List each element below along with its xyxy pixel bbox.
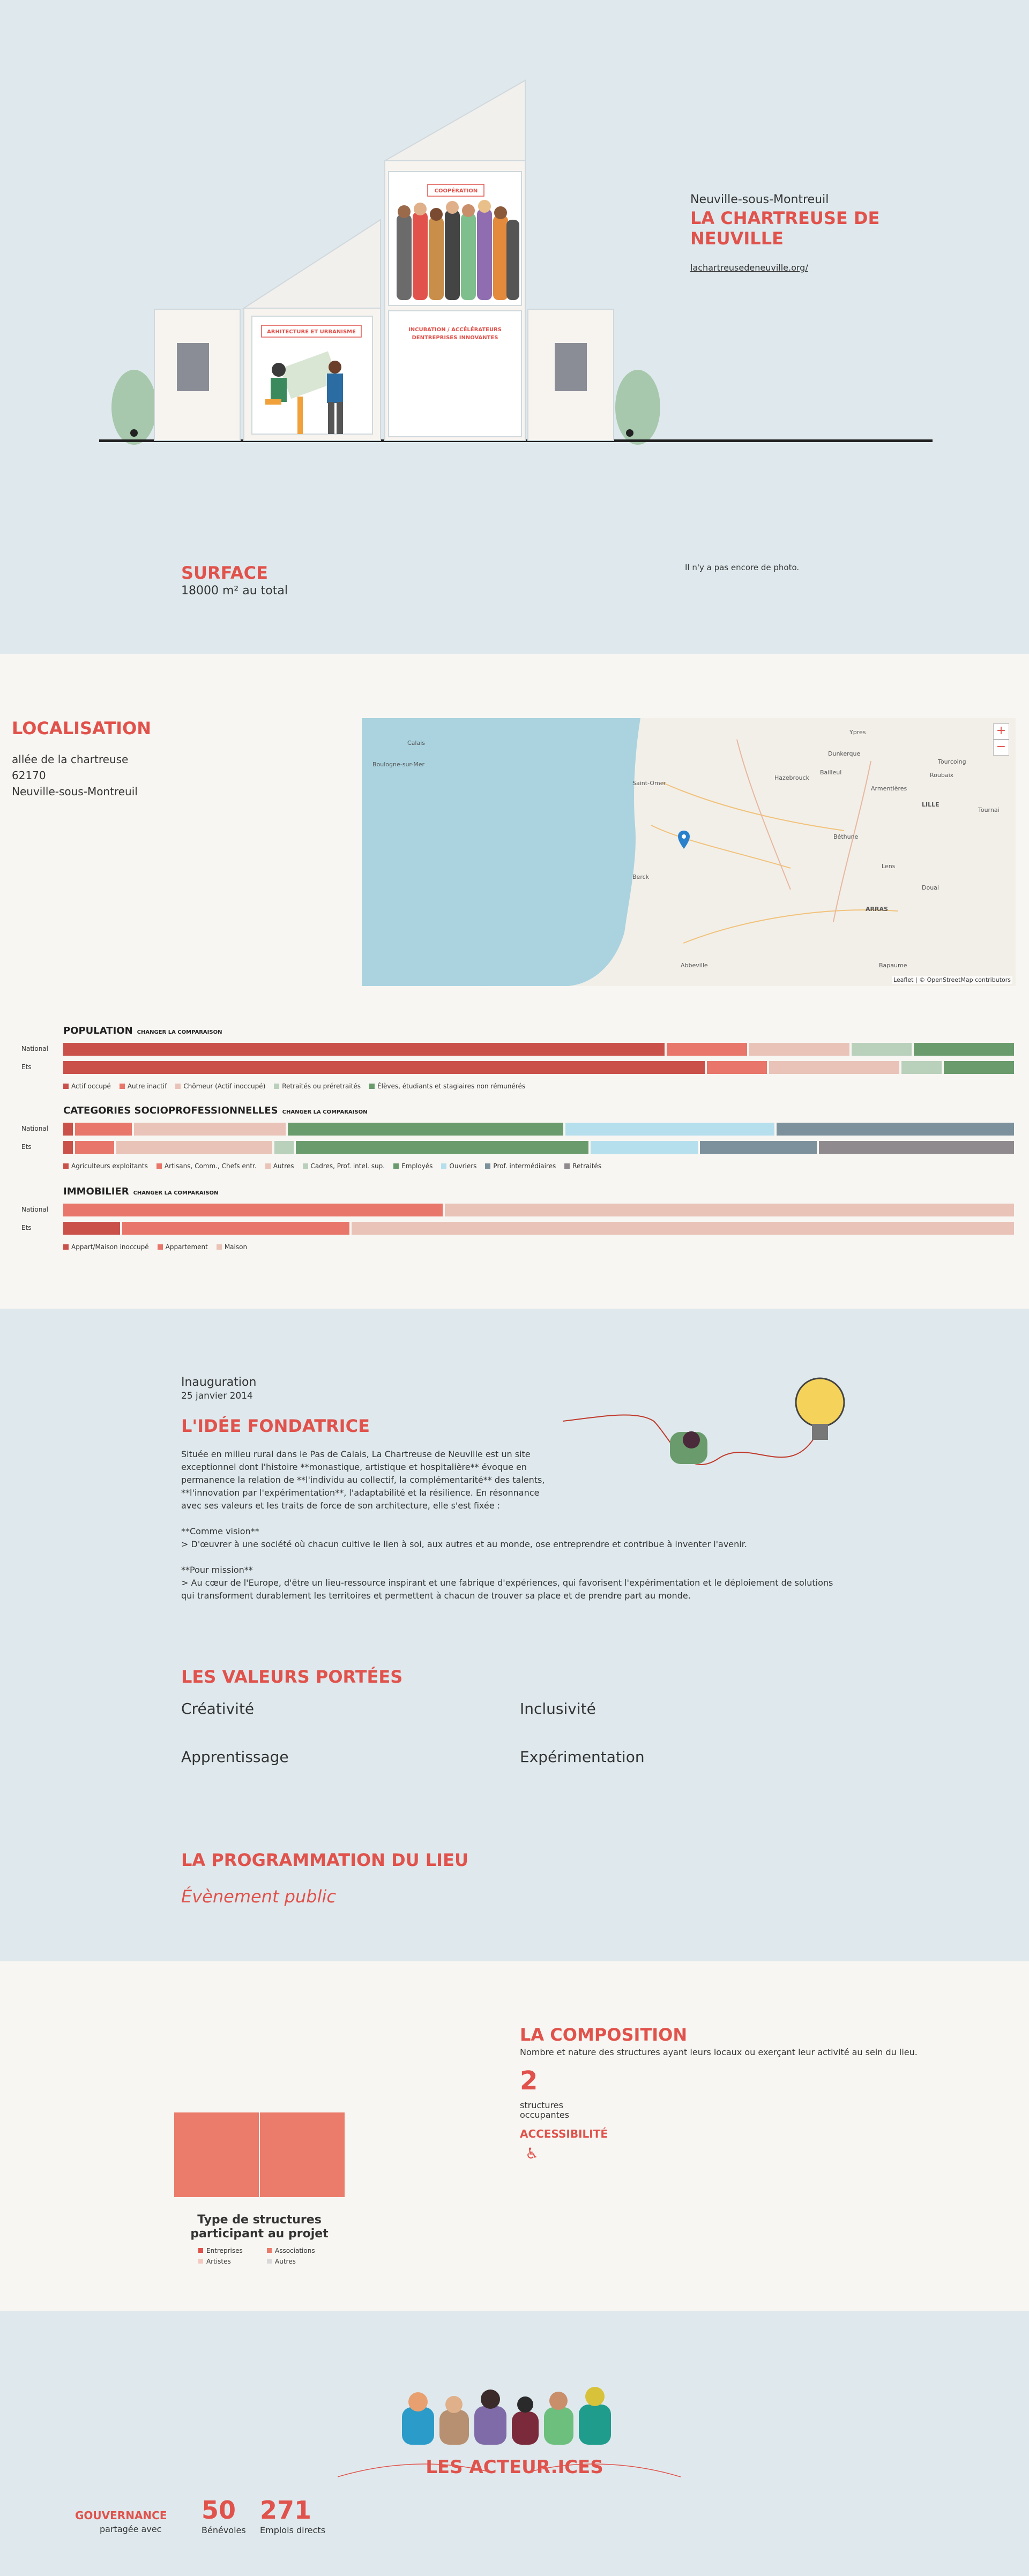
legend-label: Autres xyxy=(275,2258,296,2265)
bar-segment xyxy=(749,1043,849,1056)
values-heading: LES VALEURS PORTÉES xyxy=(181,1667,403,1687)
bar-segment xyxy=(288,1123,563,1136)
immobilier-local-bar xyxy=(63,1222,1016,1235)
map-city: Armentières xyxy=(871,785,907,792)
legend-item: Retraités ou préretraités xyxy=(274,1082,361,1090)
bar-segment xyxy=(565,1123,774,1136)
composition-subtitle: Nombre et nature des structures ayant leurs locaux ou exerçant leur activité au sein du lieu. xyxy=(520,2047,918,2057)
acteurs-section xyxy=(0,2311,1029,2576)
treemap-legend-item xyxy=(267,2258,296,2265)
treemap-legend-item xyxy=(267,2247,315,2254)
immobilier-national-bar xyxy=(63,1204,1016,1216)
bar-segment xyxy=(75,1141,114,1154)
map-city: Tourcoing xyxy=(938,758,966,765)
population-title-text: POPULATION xyxy=(63,1025,133,1036)
legend-item: Chômeur (Actif inoccupé) xyxy=(175,1082,265,1090)
map-city: Berck xyxy=(632,873,650,880)
surface-value: 18000 m² au total xyxy=(181,584,288,598)
row-label-local: Ets xyxy=(21,1143,32,1151)
value-item: Expérimentation xyxy=(520,1748,645,1766)
bar-segment xyxy=(667,1043,747,1056)
legend-item: Appartement xyxy=(158,1243,208,1251)
map-city: Saint-Omer xyxy=(632,780,667,787)
hero-section xyxy=(0,0,1029,654)
map[interactable] xyxy=(362,718,1016,986)
change-comparison-button[interactable]: CHANGER LA COMPARAISON xyxy=(133,1190,219,1196)
legend-item: Agriculteurs exploitants xyxy=(63,1162,148,1170)
sign-cooperation: COOPÉRATION xyxy=(434,188,478,194)
legend-item: Cadres, Prof. intel. sup. xyxy=(303,1162,385,1170)
map-city: Calais xyxy=(407,740,426,746)
address-city: Neuville-sous-Montreuil xyxy=(12,785,138,798)
treemap-title: Type de structures participant au projet xyxy=(190,2213,329,2241)
legend-item: Élèves, étudiants et stagiaires non rémunérés xyxy=(369,1082,525,1090)
bar-segment xyxy=(63,1204,443,1216)
composition-section xyxy=(0,1961,1029,2311)
bar-segment xyxy=(122,1222,349,1235)
legend-item: Appart/Maison inoccupé xyxy=(63,1243,149,1251)
legend-label: Artistes xyxy=(206,2258,231,2265)
gouvernance-heading: GOUVERNANCE xyxy=(75,2509,167,2522)
treemap-legend-item xyxy=(198,2258,231,2265)
row-label-local: Ets xyxy=(21,1063,32,1071)
legend-item: Prof. intermédiaires xyxy=(485,1162,556,1170)
bar-segment xyxy=(63,1123,73,1136)
bar-segment xyxy=(63,1141,73,1154)
treemap-cell xyxy=(259,2112,345,2197)
kpi-emplois-value: 271 xyxy=(260,2496,312,2525)
legend-item: Employés xyxy=(393,1162,433,1170)
wheelchair-icon: ♿ xyxy=(525,2145,539,2162)
bar-segment xyxy=(769,1061,899,1074)
idea-text: Située en milieu rural dans le Pas de Calais, La Chartreuse de Neuville est un site exceptionnel dont l'histoire **monastique, artistique et hospitalière** évoque en permanence la relation de **l'individu au collectif, la complémentarité** des talents, **l'innovation par l'expérimentation**, l'adaptabilité et la résilience. En résonnance avec ses valeurs et les traits de force de son architecture, elle s'est fixée : **Comme vision** > D'œuvrer à une société où chacun cultive le lien à soi, aux autres et au monde, ose entreprendre et contribue à inventer l'avenir. **Pour mission** > Au cœur de l'Europe, d'être un lieu-ressource inspirant et une fabrique d'expériences, qui favorisent l'expérimentation et le déploiement de solutions qui transforment durablement les territoires et permettent à chacun de trouver sa place et de prendre part au monde. xyxy=(181,1449,833,1601)
idee-section xyxy=(0,1309,1029,1961)
zoom-in-button[interactable]: + xyxy=(993,723,1009,740)
zoom-out-button[interactable]: − xyxy=(993,740,1009,756)
bar-segment xyxy=(707,1061,767,1074)
kpi-benevoles-value: 50 xyxy=(202,2496,236,2525)
population-local-bar xyxy=(63,1061,1016,1074)
bar-segment xyxy=(944,1061,1014,1074)
programmation-heading: LA PROGRAMMATION DU LIEU xyxy=(181,1850,468,1870)
svg-text:INCUBATION / ACCÉLÉRATEURS: INCUBATION / ACCÉLÉRATEURS xyxy=(408,327,502,333)
bar-segment xyxy=(63,1043,665,1056)
map-city: Béthune xyxy=(833,833,859,840)
bar-segment xyxy=(914,1043,1014,1056)
immobilier-title-text: IMMOBILIER xyxy=(63,1186,129,1197)
row-label-national: National xyxy=(21,1045,49,1052)
map-attribution[interactable]: Leaflet | © OpenStreetMap contributors xyxy=(892,976,1012,984)
website-link[interactable]: lachartreusedeneuville.org/ xyxy=(690,263,808,273)
csp-national-bar xyxy=(63,1123,1016,1136)
csp-local-bar xyxy=(63,1141,1016,1154)
change-comparison-button[interactable]: CHANGER LA COMPARAISON xyxy=(282,1109,368,1115)
legend-item: Ouvriers xyxy=(441,1162,476,1170)
lightbulb-illustration xyxy=(563,1373,863,1502)
bar-segment xyxy=(134,1123,286,1136)
bar-segment xyxy=(777,1123,1014,1136)
map-city: Hazebrouck xyxy=(774,774,809,781)
page-title: LA CHARTREUSE DE NEUVILLE xyxy=(690,208,880,249)
accessibility-heading: ACCESSIBILITÉ xyxy=(520,2127,608,2140)
value-item: Inclusivité xyxy=(520,1700,596,1718)
structures-count-label: structures occupantes xyxy=(520,2100,570,2120)
map-marker-icon[interactable] xyxy=(678,831,690,849)
localisation-heading: LOCALISATION xyxy=(12,718,152,738)
map-city: Tournai xyxy=(978,807,1000,813)
sign-architecture: ARHITECTURE ET URBANISME xyxy=(267,329,356,335)
inauguration-label: Inauguration xyxy=(181,1376,257,1389)
localisation-section xyxy=(0,654,1029,1309)
bar-segment xyxy=(116,1141,272,1154)
bar-segment xyxy=(591,1141,698,1154)
bar-segment xyxy=(901,1061,942,1074)
immobilier-legend xyxy=(63,1243,247,1251)
value-item: Apprentissage xyxy=(181,1748,289,1766)
gouvernance-subtitle: partagée avec xyxy=(100,2524,162,2534)
map-city: Ypres xyxy=(849,729,866,736)
population-title xyxy=(63,1025,222,1036)
bar-segment xyxy=(852,1043,912,1056)
map-city: Bapaume xyxy=(879,962,907,969)
address-postcode: 62170 xyxy=(12,769,46,782)
bar-segment xyxy=(296,1141,588,1154)
map-city: Lens xyxy=(882,863,896,870)
csp-title xyxy=(63,1105,367,1116)
bar-segment xyxy=(63,1061,705,1074)
row-label-local: Ets xyxy=(21,1224,32,1231)
people-illustration xyxy=(397,2380,643,2445)
legend-label: Entreprises xyxy=(206,2247,243,2254)
bar-segment xyxy=(445,1204,1014,1216)
value-item: Créativité xyxy=(181,1700,255,1718)
map-city: LILLE xyxy=(922,801,939,808)
kpi-benevoles-label: Bénévoles xyxy=(202,2525,246,2535)
bar-segment xyxy=(700,1141,817,1154)
kpi-emplois-label: Emplois directs xyxy=(260,2525,326,2535)
legend-item: Autre inactif xyxy=(120,1082,167,1090)
bar-segment xyxy=(352,1222,1014,1235)
composition-heading: LA COMPOSITION xyxy=(520,2025,688,2045)
treemap-cell xyxy=(174,2112,259,2197)
programmation-item: Évènement public xyxy=(181,1886,336,1907)
treemap-legend-item xyxy=(198,2247,243,2254)
change-comparison-button[interactable]: CHANGER LA COMPARAISON xyxy=(137,1029,222,1035)
acteurs-heading: LES ACTEUR.ICES xyxy=(426,2456,603,2478)
bar-segment xyxy=(274,1141,294,1154)
legend-item: Maison xyxy=(217,1243,247,1251)
csp-title-text: CATEGORIES SOCIOPROFESSIONNELLES xyxy=(63,1105,278,1116)
population-national-bar xyxy=(63,1043,1016,1056)
map-city: Boulogne-sur-Mer xyxy=(372,761,424,768)
row-label-national: National xyxy=(21,1125,49,1132)
row-label-national: National xyxy=(21,1206,49,1213)
bar-segment xyxy=(819,1141,1014,1154)
immobilier-title xyxy=(63,1186,218,1197)
surface-heading: SURFACE xyxy=(181,563,268,583)
legend-label: Associations xyxy=(275,2247,315,2254)
map-city: Douai xyxy=(922,884,939,891)
map-city: Dunkerque xyxy=(828,750,861,757)
legend-item: Retraités xyxy=(564,1162,601,1170)
population-legend xyxy=(63,1082,525,1090)
inauguration-date: 25 janvier 2014 xyxy=(181,1391,253,1401)
csp-legend xyxy=(63,1162,601,1170)
map-tiles xyxy=(362,718,1016,986)
legend-item: Actif occupé xyxy=(63,1082,111,1090)
legend-item: Artisans, Comm., Chefs entr. xyxy=(156,1162,257,1170)
structures-count: 2 xyxy=(520,2066,538,2096)
structures-treemap xyxy=(174,2112,345,2197)
legend-item: Autres xyxy=(265,1162,294,1170)
address-line: allée de la chartreuse xyxy=(12,753,129,766)
map-city: Bailleul xyxy=(820,769,842,776)
map-city: Roubaix xyxy=(930,772,954,779)
map-city: ARRAS xyxy=(866,906,888,913)
no-photo-text: Il n'y a pas encore de photo. xyxy=(685,563,800,572)
svg-text:DENTREPRISES INNOVANTES: DENTREPRISES INNOVANTES xyxy=(412,335,498,341)
bar-segment xyxy=(63,1222,120,1235)
map-city: Abbeville xyxy=(681,962,708,969)
idea-heading: L'IDÉE FONDATRICE xyxy=(181,1416,370,1436)
bar-segment xyxy=(75,1123,132,1136)
place-name: Neuville-sous-Montreuil xyxy=(690,193,829,206)
